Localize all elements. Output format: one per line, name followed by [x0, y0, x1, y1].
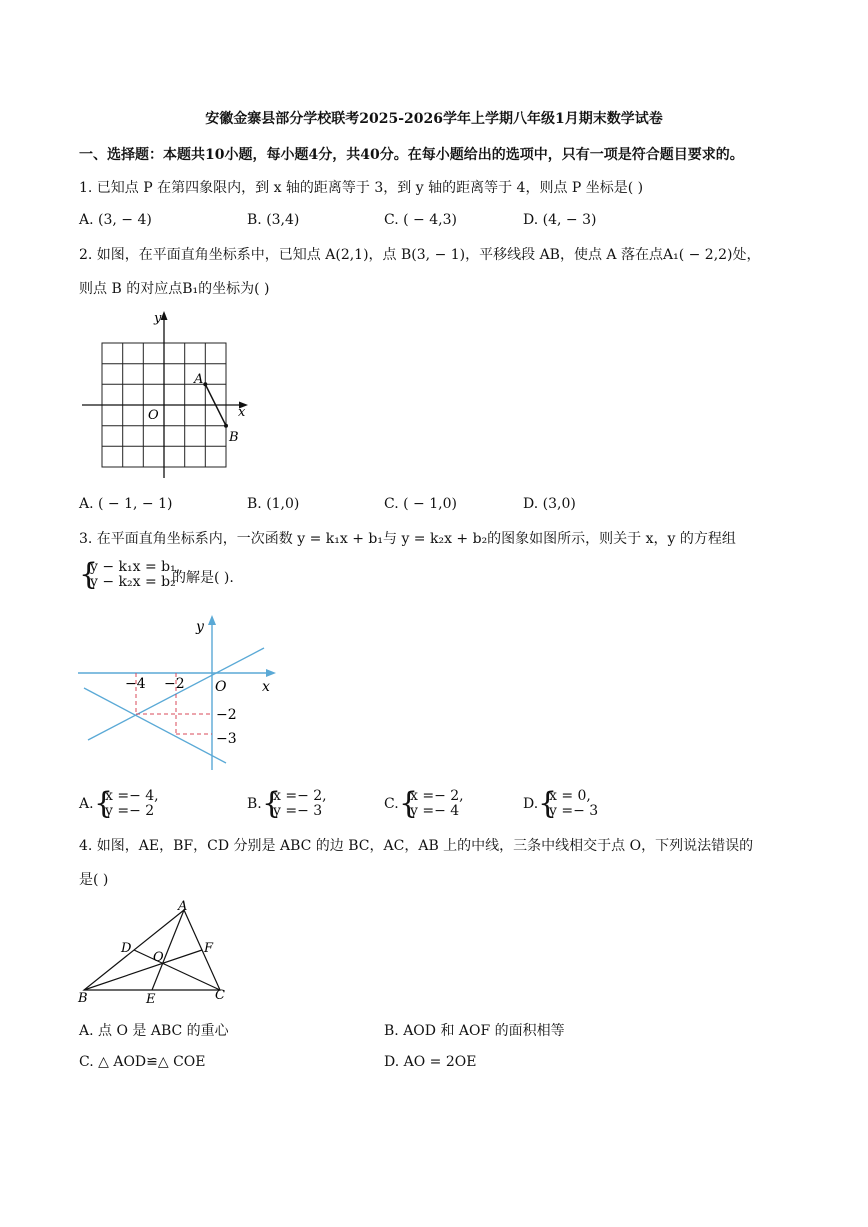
q4-label-f: F [204, 941, 214, 956]
q3-option-d [523, 786, 653, 821]
q3-option-b-eq2: y =− 3 [273, 803, 323, 819]
q3-option-c-eq2: y =− 4 [410, 803, 460, 819]
question-2-line1: 2. 如图，在平面直角坐标系中，已知点 A(2,1)，点 B(3, − 1)，平移线段 AB，使点 A 落在点A₁( − 2,2)处， [79, 247, 761, 263]
median-bf [84, 950, 202, 990]
q2-option-c: C. ( − 1,0) [384, 496, 457, 512]
q3-option-a [79, 786, 229, 821]
q4-option-b: B. AOD 和 AOF 的面积相等 [384, 1023, 565, 1039]
q3-system-eq2: y − k₂x = b₂ [90, 574, 176, 590]
q4-label-c: C [215, 988, 225, 1003]
q4-label-d: D [121, 941, 132, 956]
question-4-line2: 是( ) [79, 872, 109, 888]
q2-label-o: O [148, 408, 159, 423]
q2-option-d: D. (3,0) [523, 496, 576, 512]
q3-option-d-label: D. [523, 796, 539, 812]
q3-linear-functions-figure [78, 612, 278, 772]
q3-label-minus2-x: −2 [164, 676, 185, 692]
question-3-tail: 的解是( ). [172, 570, 234, 586]
q3-label-minus2-y: −2 [216, 707, 237, 723]
q3-option-c-label: C. [384, 796, 399, 812]
q2-label-y: y [154, 311, 162, 326]
brace-symbol: { [262, 786, 282, 821]
brace-symbol: { [79, 557, 99, 592]
q3-option-a-label: A. [79, 796, 94, 812]
brace-symbol: { [399, 786, 419, 821]
q3-option-d-eq1: x = 0, [549, 788, 591, 804]
q3-option-b-label: B. [247, 796, 262, 812]
q3-label-minus4: −4 [125, 676, 146, 692]
median-cd [134, 950, 220, 990]
brace-symbol: { [538, 786, 558, 821]
q4-label-b: B [78, 991, 88, 1006]
q4-triangle-medians-figure [74, 896, 239, 1008]
q3-option-b [247, 786, 377, 821]
q3-option-d-eq2: y =− 3 [549, 803, 599, 819]
q2-label-b: B [229, 430, 239, 445]
triangle-abc [84, 910, 220, 990]
q1-option-b: B. (3,4) [247, 212, 300, 228]
q2-option-a: A. ( − 1, − 1) [79, 496, 173, 512]
q3-option-c [384, 786, 514, 821]
question-1-text: 1. 已知点 P 在第四象限内，到 x 轴的距离等于 3，到 y 轴的距离等于 4，则点 P 坐标是( ) [79, 180, 644, 196]
q4-option-c: C. △ AOD≌△ COE [79, 1054, 206, 1070]
q3-label-minus3-y: −3 [216, 731, 237, 747]
q4-label-o: O [153, 950, 164, 965]
q2-option-b: B. (1,0) [247, 496, 300, 512]
q1-option-a: A. (3, − 4) [79, 212, 152, 228]
q3-line-2 [84, 688, 226, 763]
page-title: 安徽金寨县部分学校联考2025-2026学年上学期八年级1月期末数学试卷 [205, 111, 663, 127]
brace-symbol: { [94, 786, 114, 821]
q4-option-d: D. AO = 2OE [384, 1054, 477, 1070]
q3-option-a-eq2: y =− 2 [105, 803, 155, 819]
q1-option-c: C. ( − 4,3) [384, 212, 457, 228]
question-2-line2: 则点 B 的对应点B₁的坐标为( ) [79, 281, 270, 297]
q1-option-d: D. (4, − 3) [523, 212, 597, 228]
q3-label-x: x [262, 679, 270, 695]
section-heading: 一、选择题：本题共10小题，每小题4分，共40分。在每小题给出的选项中，只有一项是符合题目要求的。 [79, 147, 744, 163]
q4-label-e: E [146, 992, 156, 1007]
q3-system-eq1: y − k₁x = b₁, [90, 559, 181, 575]
q4-label-a: A [178, 899, 188, 914]
q3-option-c-eq1: x =− 2, [410, 788, 464, 804]
q3-label-y: y [196, 619, 204, 635]
q3-option-b-eq1: x =− 2, [273, 788, 327, 804]
q2-label-a: A [194, 372, 204, 387]
q2-label-x: x [238, 405, 246, 420]
q2-coordinate-grid-figure [78, 308, 253, 480]
question-3-line1: 3. 在平面直角坐标系内，一次函数 y = k₁x + b₁与 y = k₂x + b₂的图象如图所示，则关于 x，y 的方程组 [79, 531, 736, 547]
q3-label-o: O [215, 679, 227, 695]
q4-option-a: A. 点 O 是 ABC 的重心 [79, 1023, 229, 1039]
question-4-line1: 4. 如图，AE，BF，CD 分别是 ABC 的边 BC，AC，AB 上的中线，三条中线相交于点 O，下列说法错误的 [79, 838, 754, 854]
q3-option-a-eq1: x =− 4, [105, 788, 159, 804]
